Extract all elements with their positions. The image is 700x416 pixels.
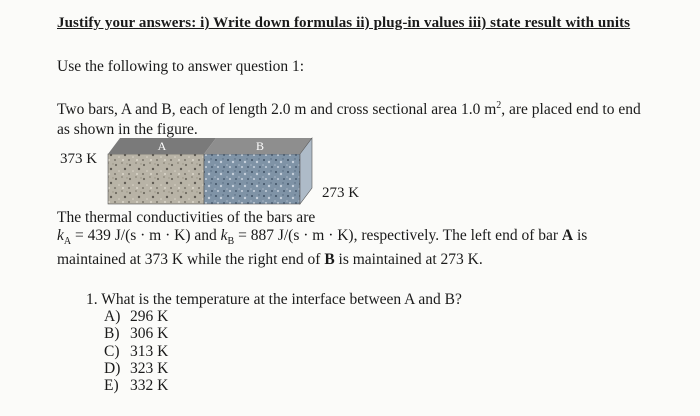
bar-b [204, 154, 300, 204]
left-temperature-label: 373 K [60, 151, 98, 167]
conductivity-paragraph: The thermal conductivities of the bars are $k_A = 439$ J/(s · m · K) and $k_B = 887$ J/(s · m · K), respectively. The left end of bar A is maintained at 373 K while the right end of B is maintained at 273 K. [57, 209, 588, 269]
option-a: A) 296 K [104, 308, 169, 325]
intro-text: Use the following to answer question 1: [57, 58, 305, 75]
bar-b-label: B [255, 139, 265, 153]
bars-figure [58, 134, 328, 208]
problem-paragraph: Two bars, A and B, each of length 2.0 m and cross sectional area 1.0 $m^2$, are placed end to end as shown in the figure. [57, 100, 641, 139]
option-c: C) 313 K [104, 343, 169, 360]
right-temperature-label: 273 K [322, 185, 360, 201]
question-1: 1. What is the temperature at the interface between A and B? [86, 291, 462, 308]
option-e: E) 332 K [104, 377, 169, 394]
option-b: B) 306 K [104, 325, 169, 342]
option-d: D) 323 K [104, 360, 169, 377]
instructions-header: Justify your answers: i) Write down formulas ii) plug-in values iii) state result with units [57, 15, 631, 31]
bar-a [108, 154, 204, 204]
bar-a-label: A [157, 139, 167, 153]
